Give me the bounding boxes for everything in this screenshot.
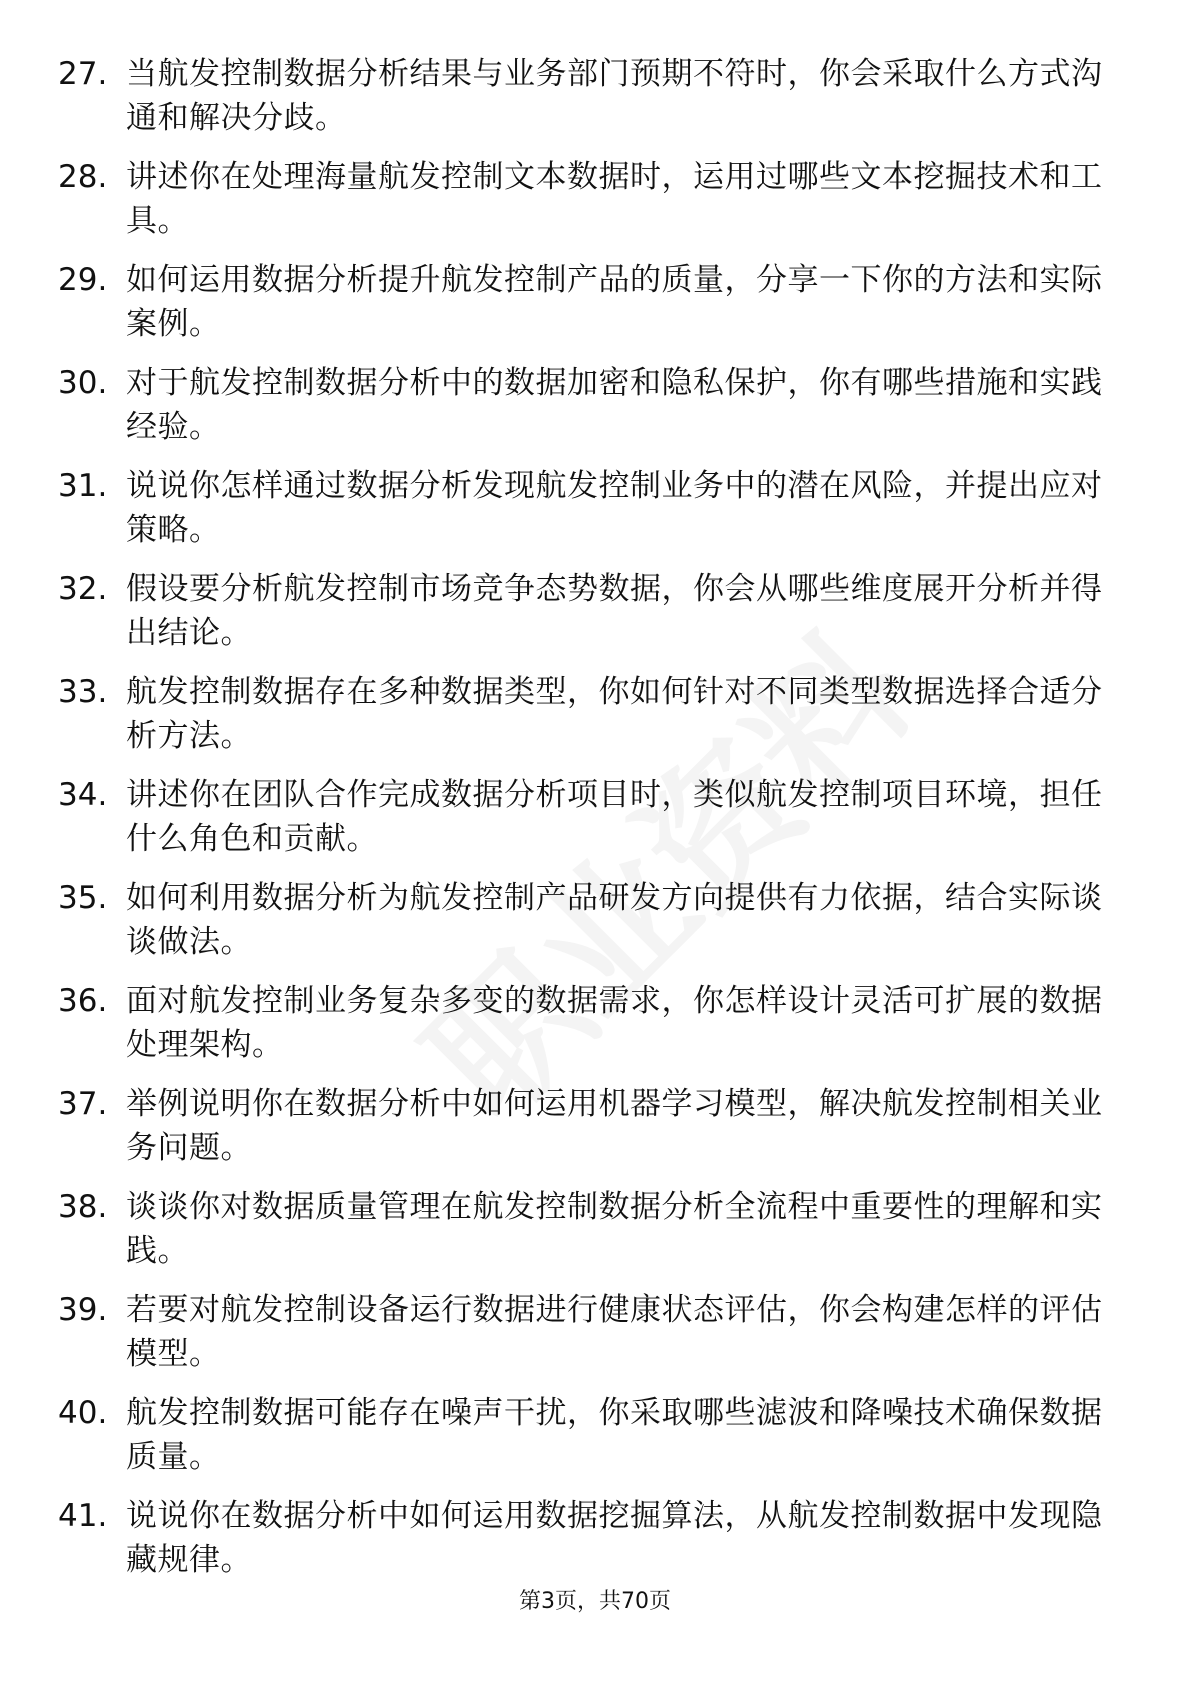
question-number: 32.	[58, 571, 108, 607]
question-item	[58, 155, 1118, 258]
question-number: 27.	[58, 56, 108, 92]
question-text: 说说你在数据分析中如何运用数据挖掘算法，从航发控制数据中发现隐藏规律。	[126, 1498, 1103, 1578]
question-item	[58, 258, 1118, 361]
question-text: 举例说明你在数据分析中如何运用机器学习模型，解决航发控制相关业务问题。	[126, 1086, 1103, 1166]
question-item	[58, 670, 1118, 773]
question-item	[58, 1391, 1118, 1494]
question-text: 航发控制数据存在多种数据类型，你如何针对不同类型数据选择合适分析方法。	[126, 674, 1103, 754]
question-list	[58, 52, 1118, 1597]
question-item	[58, 876, 1118, 979]
question-number: 36.	[58, 983, 108, 1019]
question-text: 如何利用数据分析为航发控制产品研发方向提供有力依据，结合实际谈谈做法。	[126, 880, 1103, 960]
question-text: 讲述你在处理海量航发控制文本数据时，运用过哪些文本挖掘技术和工具。	[126, 159, 1103, 239]
question-item	[58, 464, 1118, 567]
question-item	[58, 567, 1118, 670]
question-text: 谈谈你对数据质量管理在航发控制数据分析全流程中重要性的理解和实践。	[126, 1189, 1103, 1269]
question-text: 假设要分析航发控制市场竞争态势数据，你会从哪些维度展开分析并得出结论。	[126, 571, 1103, 651]
question-text: 若要对航发控制设备运行数据进行健康状态评估，你会构建怎样的评估模型。	[126, 1292, 1103, 1372]
question-text: 如何运用数据分析提升航发控制产品的质量，分享一下你的方法和实际案例。	[126, 262, 1103, 342]
question-item	[58, 1082, 1118, 1185]
question-item	[58, 773, 1118, 876]
question-number: 40.	[58, 1395, 108, 1431]
question-number: 34.	[58, 777, 108, 813]
question-number: 29.	[58, 262, 108, 298]
question-text: 当航发控制数据分析结果与业务部门预期不符时，你会采取什么方式沟通和解决分歧。	[126, 56, 1103, 136]
question-number: 39.	[58, 1292, 108, 1328]
question-number: 35.	[58, 880, 108, 916]
question-number: 33.	[58, 674, 108, 710]
question-number: 28.	[58, 159, 108, 195]
question-number: 30.	[58, 365, 108, 401]
question-item	[58, 1494, 1118, 1597]
question-text: 说说你怎样通过数据分析发现航发控制业务中的潜在风险，并提出应对策略。	[126, 468, 1103, 548]
question-number: 31.	[58, 468, 108, 504]
question-text: 讲述你在团队合作完成数据分析项目时，类似航发控制项目环境，担任什么角色和贡献。	[126, 777, 1103, 857]
question-number: 38.	[58, 1189, 108, 1225]
question-text: 航发控制数据可能存在噪声干扰，你采取哪些滤波和降噪技术确保数据质量。	[126, 1395, 1103, 1475]
question-item	[58, 361, 1118, 464]
question-item	[58, 52, 1118, 155]
question-number: 37.	[58, 1086, 108, 1122]
question-item	[58, 1185, 1118, 1288]
question-item	[58, 1288, 1118, 1391]
question-text: 面对航发控制业务复杂多变的数据需求，你怎样设计灵活可扩展的数据处理架构。	[126, 983, 1103, 1063]
question-item	[58, 979, 1118, 1082]
question-number: 41.	[58, 1498, 108, 1534]
question-text: 对于航发控制数据分析中的数据加密和隐私保护，你有哪些措施和实践经验。	[126, 365, 1103, 445]
page-number-footer: 第3页，共70页	[519, 1589, 671, 1614]
